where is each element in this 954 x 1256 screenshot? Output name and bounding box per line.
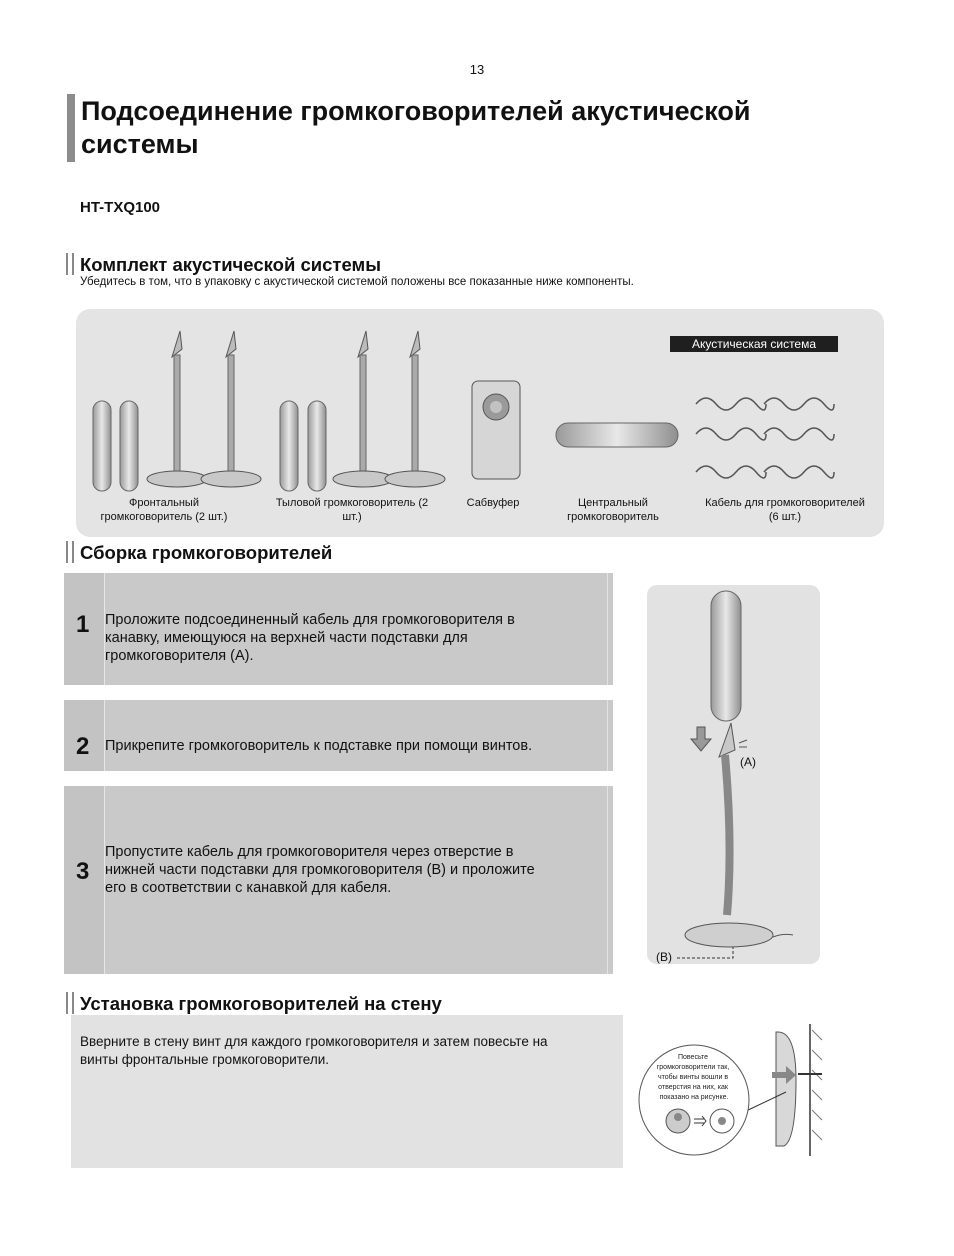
step-1-line3: громкоговорителя (А). bbox=[105, 648, 254, 664]
speaker-stand-icon bbox=[147, 331, 207, 487]
step-1-text bbox=[105, 611, 515, 665]
callout-line3: чтобы винты вошли в bbox=[657, 1074, 729, 1081]
speaker-icon bbox=[711, 591, 741, 721]
center-speaker-label bbox=[548, 496, 678, 524]
wall-text bbox=[80, 1033, 610, 1069]
front-speaker-label bbox=[80, 496, 248, 524]
wall-heading: Установка громкоговорителей на стену bbox=[80, 993, 442, 1014]
speaker-stand-icon bbox=[333, 331, 393, 487]
model-name: HT-TXQ100 bbox=[80, 199, 161, 216]
cable-label bbox=[690, 496, 880, 524]
wall-text-line1: Вверните в стену винт для каждого громкоговорителя и затем повесьте на bbox=[80, 1034, 548, 1049]
callout-line4: отверстия на них, как bbox=[658, 1084, 728, 1091]
step-1 bbox=[64, 573, 613, 685]
subwoofer-icon bbox=[472, 381, 520, 479]
stand-base-icon bbox=[685, 923, 773, 947]
page-title-line1: Подсоединение громкоговорителей акустической bbox=[81, 96, 751, 126]
callout-line2: громкоговорители так, bbox=[656, 1064, 730, 1071]
step-number: 2 bbox=[76, 733, 90, 760]
speaker-stand-icon bbox=[385, 331, 445, 487]
rear-speaker-icon bbox=[280, 401, 298, 491]
page-number: 13 bbox=[469, 62, 485, 77]
section-bar bbox=[66, 992, 68, 1014]
callout-line1: Повесьте bbox=[677, 1054, 709, 1061]
arrow-down-icon bbox=[691, 727, 711, 751]
label-b: (B) bbox=[656, 950, 672, 964]
page-title-line2: системы bbox=[81, 129, 199, 159]
step-3-text bbox=[105, 843, 535, 897]
step-2-text: Прикрепите громкоговоритель к подставке при помощи винтов. bbox=[105, 738, 533, 754]
center-label-line2: громкоговоритель bbox=[567, 511, 659, 523]
page-title bbox=[81, 95, 881, 161]
front-speaker-icon bbox=[120, 401, 138, 491]
wall-mount-illustration bbox=[636, 1020, 836, 1160]
cable-label-line1: Кабель для громкоговорителей bbox=[705, 497, 865, 509]
assembly-illustration bbox=[647, 585, 820, 964]
speaker-stand-icon bbox=[201, 331, 261, 487]
cable-icon bbox=[696, 398, 834, 478]
section-bar bbox=[66, 541, 68, 563]
step-3-line2: нижней части подставки для громкоговорителя (В) и проложите bbox=[105, 862, 535, 878]
rear-speaker-label bbox=[260, 496, 444, 524]
stand-top-icon bbox=[719, 723, 735, 757]
wall-text-line2: винты фронтальные громкоговорители. bbox=[80, 1052, 330, 1067]
step-3-line3: его в соответствии с канавкой для кабеля. bbox=[105, 880, 392, 896]
kit-subtitle: Убедитесь в том, что в упаковку с акустической системой положены все показанные ниже компоненты. bbox=[80, 276, 634, 288]
rear-label-line1: Тыловой громкоговоритель (2 bbox=[275, 497, 429, 509]
title-bar bbox=[67, 94, 75, 162]
acoustic-system-tag: Акустическая система bbox=[670, 336, 838, 352]
step-divider bbox=[607, 573, 608, 685]
center-speaker-icon bbox=[556, 423, 678, 447]
rear-label-line2: шт.) bbox=[342, 511, 362, 523]
front-label-line2: громкоговоритель (2 шт.) bbox=[100, 511, 228, 523]
step-divider bbox=[607, 786, 608, 974]
kit-heading: Комплект акустической системы bbox=[80, 254, 382, 275]
step-number: 3 bbox=[76, 858, 90, 885]
step-1-line1: Проложите подсоединенный кабель для громкоговорителя в bbox=[105, 612, 515, 628]
section-bar bbox=[72, 992, 74, 1014]
step-3-line1: Пропустите кабель для громкоговорителя через отверстие в bbox=[105, 844, 514, 860]
callout-line5: показано на рисунке. bbox=[659, 1094, 729, 1101]
step-2 bbox=[64, 700, 613, 771]
section-bar bbox=[66, 253, 68, 275]
step-3 bbox=[64, 786, 613, 974]
step-divider bbox=[607, 700, 608, 771]
assembly-heading: Сборка громкоговорителей bbox=[80, 542, 333, 563]
screw-icon bbox=[739, 740, 747, 747]
center-label-line1: Центральный bbox=[578, 497, 648, 509]
label-a: (A) bbox=[740, 755, 756, 769]
wall-speaker-icon bbox=[776, 1032, 796, 1146]
step-number: 1 bbox=[76, 611, 90, 638]
section-bar bbox=[72, 253, 74, 275]
stand-pole-icon bbox=[725, 755, 730, 915]
front-speaker-icon bbox=[93, 401, 111, 491]
section-bar bbox=[72, 541, 74, 563]
subwoofer-label: Сабвуфер bbox=[466, 497, 520, 509]
front-label-line1: Фронтальный bbox=[129, 497, 199, 509]
cable-label-line2: (6 шт.) bbox=[768, 511, 802, 523]
rear-speaker-icon bbox=[308, 401, 326, 491]
step-1-line2: канавку, имеющуюся на верхней части подставки для bbox=[105, 630, 468, 646]
